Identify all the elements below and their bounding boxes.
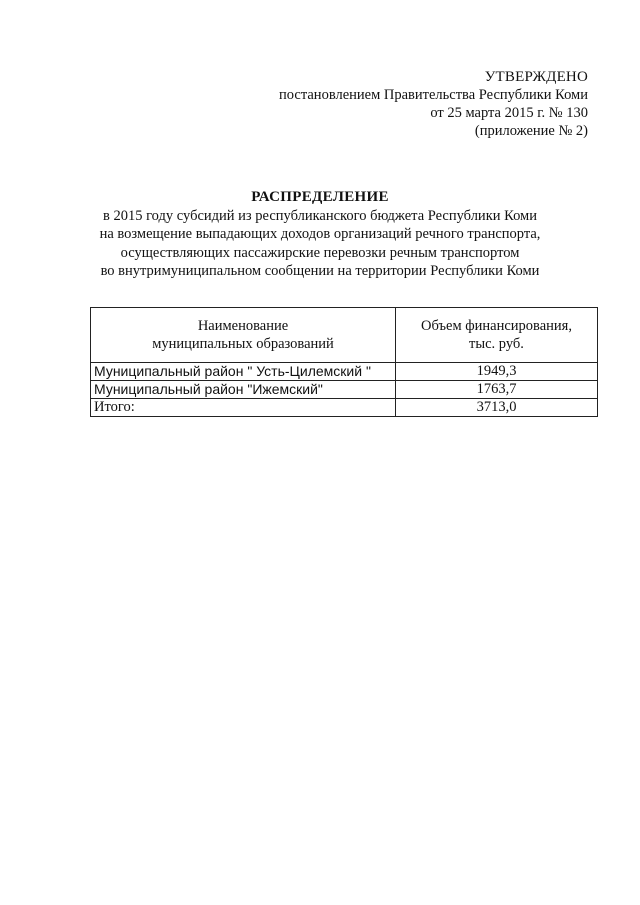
header-funding-line-2: тыс. руб.: [469, 336, 524, 352]
total-label: Итого:: [91, 399, 396, 417]
table-total-row: [91, 399, 598, 417]
row-municipality: Муниципальный район " Усть-Цилемский ": [91, 363, 396, 381]
subtitle-line-1: в 2015 году субсидий из республиканского бюджета Республики Коми: [103, 207, 537, 224]
approval-decree-line: постановлением Правительства Республики Коми: [279, 87, 588, 103]
header-funding-line-1: Объем финансирования,: [421, 318, 572, 334]
header-municipality-line-2: муниципальных образований: [152, 336, 334, 352]
approval-block: [279, 68, 588, 140]
table-header-row: [91, 308, 598, 363]
table-row: [91, 381, 598, 399]
subtitle-line-4: во внутримуниципальном сообщении на территории Республики Коми: [100, 263, 540, 279]
document-title: РАСПРЕДЕЛЕНИЕ: [251, 189, 389, 205]
total-amount: 3713,0: [396, 399, 598, 417]
row-amount: 1949,3: [396, 363, 598, 381]
header-municipality-line-1: Наименование: [197, 318, 289, 334]
approval-date-line: от 25 марта 2015 г. № 130: [430, 105, 588, 121]
subtitle-line-2: на возмещение выпадающих доходов организаций речного транспорта,: [99, 226, 541, 242]
row-amount: 1763,7: [396, 381, 598, 399]
document-heading: [0, 188, 640, 281]
header-funding: [396, 308, 598, 363]
table-row: [91, 363, 598, 381]
approval-appendix-line: (приложение № 2): [474, 123, 588, 139]
row-municipality: Муниципальный район "Ижемский": [91, 381, 396, 399]
header-municipality: [91, 308, 396, 363]
subtitle-line-3: осуществляющих пассажирские перевозки речным транспортом: [120, 244, 520, 261]
approval-stamp: УТВЕРЖДЕНО: [484, 69, 588, 85]
distribution-table: [90, 307, 598, 417]
